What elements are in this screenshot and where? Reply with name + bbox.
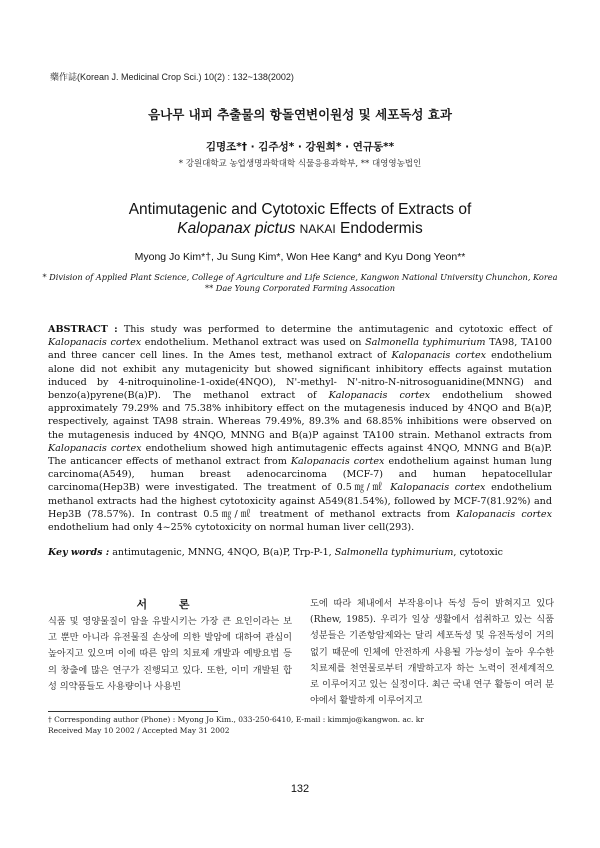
abstract-species: Kalopanacis cortex — [456, 508, 552, 520]
abstract-text: endothelium. Methanol extract was used on — [141, 337, 366, 349]
introduction-heading: 서 론 — [136, 598, 204, 611]
abstract-text: TA98, TA100 and three cancer cell lines. In the Ames test, methanol extract of — [48, 337, 552, 362]
abstract-text: endothelium against human lung carcinoma(A549), human breast adenocarcinoma (MCF-7) and human hepatocellular carcinoma(Hep3B) were investigated. The treatment of 0.5㎎/㎖ — [48, 456, 553, 494]
abstract-text: endothelium showed approximately 79.29% and 75.38% inhibitory effect on the mutagenesis induced by 4NQO and B(a)P, respectively, against TA98 strain. Whereas 79.49%, 89.3% and 68.85% inhibitions were observed on the mutagenesis induced by 4NQO, MNNG and B(a)P against TA100 strain. Methanol extracts from — [48, 390, 552, 441]
english-title-authority: NAKAI — [299, 222, 336, 236]
english-authors: Myong Jo Kim*†, Ju Sung Kim*, Won Hee Kang* and Kyu Dong Yeon** — [134, 251, 466, 263]
footnote-received: Received May 10 2002 / Accepted May 31 2002 — [48, 726, 230, 735]
page-number: 132 — [290, 783, 310, 795]
keywords-text: antimutagenic, MNNG, 4NQO, B(a)P, Trp-P-1, — [109, 547, 335, 558]
english-affiliation-line1: * Division of Applied Plant Science, College of Agriculture and Life Science, Kangwon National University Chunchon, Korea — [42, 272, 558, 282]
english-title — [0, 200, 600, 239]
korean-affiliation: * 강원대학교 농업생명과학대학 식물응용과학부, ** 대영영농법인 — [178, 159, 422, 169]
keywords-label: Key words : — [48, 547, 110, 558]
abstract — [48, 323, 552, 534]
footnote-corresponding: † Corresponding author (Phone) : Myong Jo Kim., 033-250-6410, E-mail : kimmjo@kangwon. ac. kr — [48, 715, 424, 724]
abstract-species: Kalopanacis cortex — [48, 442, 142, 454]
footnote-divider — [48, 711, 218, 712]
abstract-species: Kalopanacis cortex — [48, 337, 142, 349]
english-affiliation — [0, 272, 600, 294]
introduction-right-column: 도에 따라 체내에서 부작용이나 독성 등이 밝혀지고 있다(Rhew, 1985). 우리가 일상 생활에서 섭취하고 있는 식품 성분들은 기존항암제와는 달리 세포독성 및 유전독성이 거의 없기 때문에 인체에 안전하게 사용될 가능성이 높아 우수한 치료제를 천연물로부터 개발하고자 하는 노력이 전세계적으로 이루어지고 있는 실정이다. 최근 국내 연구 활동이 여러 분야에서 활발하게 이루어지고 — [310, 598, 554, 707]
abstract-label: ABSTRACT : — [48, 324, 118, 335]
keywords-species: Salmonella typhimurium — [334, 547, 454, 558]
abstract-species: Kalopanacis cortex — [290, 456, 385, 468]
english-affiliation-line2: ** Dae Young Corporated Farming Assocation — [205, 283, 395, 293]
english-title-species: Kalopanax pictus — [177, 220, 296, 237]
keywords — [48, 547, 503, 558]
keywords-end: , cytotoxic — [453, 547, 503, 558]
abstract-text: This study was performed to determine the antimutagenic and cytotoxic effect of — [117, 324, 552, 335]
footnote — [48, 714, 424, 736]
abstract-species: Salmonella typhimurium — [365, 337, 486, 349]
english-title-line1: Antimutagenic and Cytotoxic Effects of Extracts of — [128, 201, 472, 218]
abstract-species: Kalopanacis cortex — [390, 482, 486, 494]
abstract-species: Kalopanacis cortex — [328, 390, 431, 402]
journal-header: 藥作誌(Korean J. Medicinal Crop Sci.) 10(2) : 132~138(2002) — [50, 72, 294, 82]
korean-title: 음나무 내피 추출물의 항돌연변이원성 및 세포독성 효과 — [148, 107, 452, 122]
abstract-text: endothelium had only 4~25% cytotoxicity on normal human liver cell(293). — [48, 522, 415, 534]
introduction-left-column: 식품 및 영양물질이 암을 유발시키는 가장 큰 요인이라는 보고 뿐만 아니라 유전물질 손상에 의한 발암에 대하여 관심이 높아지고 있으며 이에 따른 암의 치료제 개발과 예방요법 등의 창출에 많은 연구가 진행되고 있다. 또한, 이미 개발된 합성 의약품들도 사용량이나 사용빈 — [48, 616, 292, 692]
abstract-text: endothelium methanol extracts had the highest cytotoxicity against A549(81.54%), followed by MCF-7(81.92%) and Hep3B (78.57%). In contrast 0.5㎎/㎖ treatment of methanol extracts from — [48, 482, 552, 520]
english-title-end: Endodermis — [339, 220, 423, 237]
korean-authors: 김명조*† · 김주성* · 강원희* · 연규동** — [205, 141, 395, 153]
abstract-text: endothelium alone did not exhibit any mutagenicity but showed significant inhibitory effects against mutation induced by 4-nitroquinoline-1-oxide(4NQO), N'-methyl- N'-nitro-N-nitrosoguanidine(MNNG) and benzo(a)pyrene(B(a)P). The methanol extract of — [48, 350, 552, 402]
abstract-species: Kalopanacis cortex — [391, 350, 487, 362]
abstract-text: endothelium showed high antimutagenic effects against 4NQO, MNNG and B(a)P. The anticancer effects of methanol extract from — [48, 442, 552, 468]
